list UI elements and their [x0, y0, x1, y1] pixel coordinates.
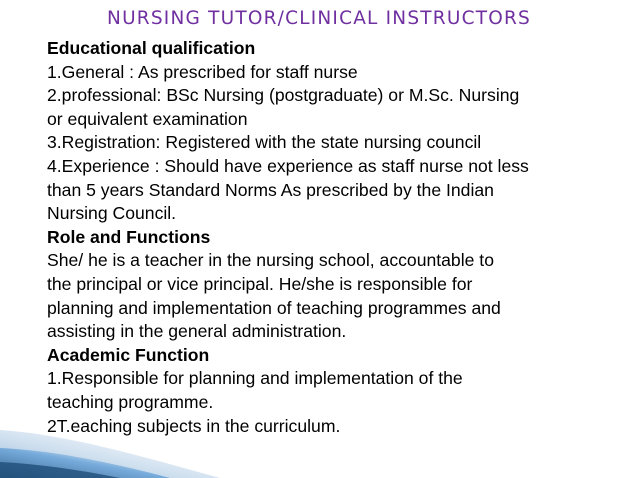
- section-heading-educational-qualification: Educational qualification: [47, 38, 256, 58]
- text-line: or equivalent examination: [47, 108, 248, 129]
- text-line: than 5 years Standard Norms As prescribed by the Indian: [47, 179, 494, 200]
- text-line: 3.Registration: Registered with the state nursing council: [47, 132, 482, 153]
- text-line: the principal or vice principal. He/she is responsible for: [47, 273, 473, 294]
- text-line: 4.Experience : Should have experience as staff nurse not less: [47, 155, 529, 176]
- text-line: 2T.eaching subjects in the curriculum.: [47, 415, 341, 436]
- text-line: 1.Responsible for planning and implementation of the: [47, 368, 463, 389]
- text-line: 2.professional: BSc Nursing (postgraduate) or M.Sc. Nursing: [47, 85, 520, 106]
- text-line: She/ he is a teacher in the nursing school, accountable to: [47, 250, 494, 271]
- text-line: 1.General : As prescribed for staff nurse: [47, 61, 358, 82]
- text-line: assisting in the general administration.: [47, 321, 347, 342]
- section-heading-role-and-functions: Role and Functions: [47, 226, 211, 247]
- section-heading-academic-function: Academic Function: [47, 344, 210, 365]
- text-line: Nursing Council.: [47, 203, 177, 224]
- text-line: planning and implementation of teaching programmes and: [47, 297, 501, 318]
- slide-title: NURSING TUTOR/CLINICAL INSTRUCTORS: [107, 8, 531, 29]
- text-line: teaching programme.: [47, 391, 214, 412]
- slide-body: [47, 37, 622, 438]
